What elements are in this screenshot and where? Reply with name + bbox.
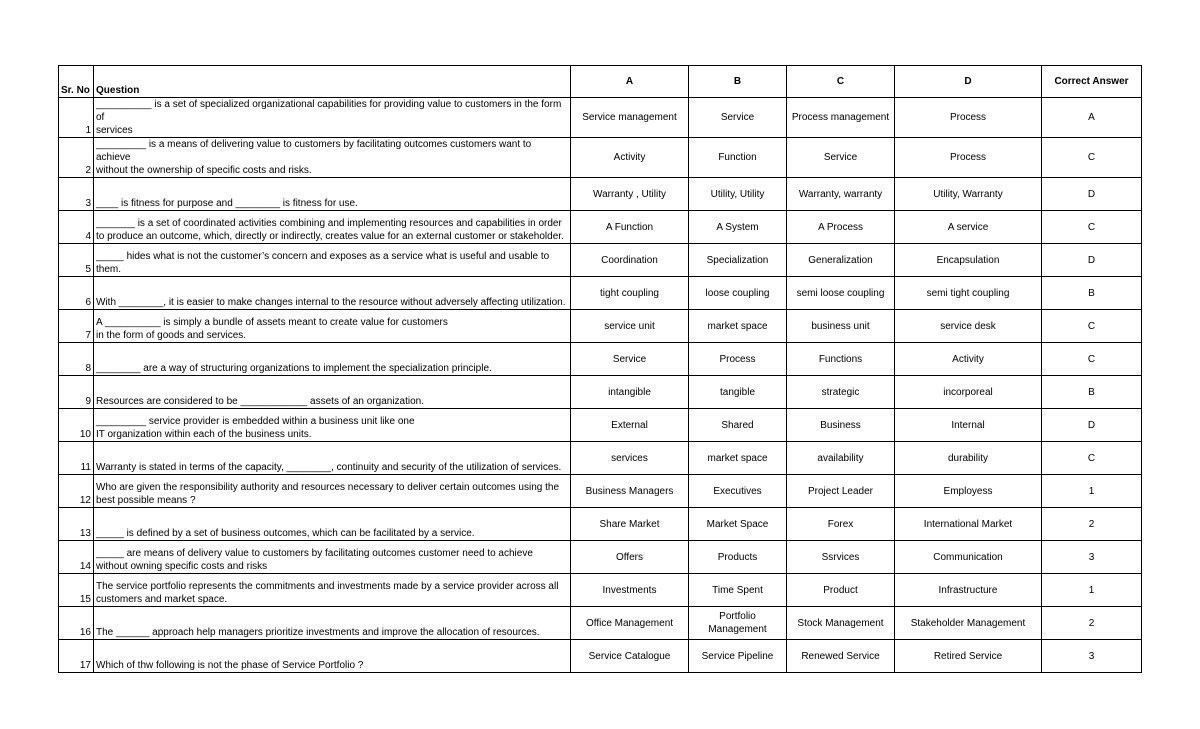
option-d-cell: Infrastructure <box>895 574 1042 607</box>
question-cell: _____ are means of delivery value to customers by facilitating outcomes customer need to achieve without owning specific costs and risks <box>94 541 571 574</box>
table-row <box>59 138 1142 178</box>
option-c-cell: Forex <box>787 508 895 541</box>
option-a-cell: Service <box>571 343 689 376</box>
option-b-cell: Market Space <box>689 508 787 541</box>
option-a-cell: services <box>571 442 689 475</box>
sr-no-cell: 15 <box>59 574 94 607</box>
table-row <box>59 343 1142 376</box>
sr-no-cell: 10 <box>59 409 94 442</box>
question-cell: _________ is a means of delivering value to customers by facilitating outcomes customers want to achieve without the ownership of specific costs and risks. <box>94 138 571 178</box>
question-cell: The ______ approach help managers prioritize investments and improve the allocation of resources. <box>94 607 571 640</box>
option-a-cell: Warranty , Utility <box>571 178 689 211</box>
option-c-cell: Service <box>787 138 895 178</box>
sr-no-cell: 9 <box>59 376 94 409</box>
option-a-cell: Activity <box>571 138 689 178</box>
option-b-cell: Service Pipeline <box>689 640 787 673</box>
option-a-cell: Investments <box>571 574 689 607</box>
option-c-cell: A Process <box>787 211 895 244</box>
sr-no-cell: 12 <box>59 475 94 508</box>
option-c-cell: Process management <box>787 98 895 138</box>
option-d-cell: service desk <box>895 310 1042 343</box>
header-row <box>59 66 1142 98</box>
option-b-cell: Function <box>689 138 787 178</box>
option-b-cell: Time Spent <box>689 574 787 607</box>
option-b-cell: Specialization <box>689 244 787 277</box>
question-cell: Resources are considered to be ____________ assets of an organization. <box>94 376 571 409</box>
table-row <box>59 508 1142 541</box>
sr-no-cell: 4 <box>59 211 94 244</box>
option-a-cell: intangible <box>571 376 689 409</box>
sr-no-cell: 1 <box>59 98 94 138</box>
table-row <box>59 376 1142 409</box>
question-cell: _________ service provider is embedded within a business unit like one IT organization within each of the business units. <box>94 409 571 442</box>
option-a-cell: Office Management <box>571 607 689 640</box>
table-row <box>59 277 1142 310</box>
sr-no-cell: 14 <box>59 541 94 574</box>
sr-no-cell: 13 <box>59 508 94 541</box>
table-row <box>59 607 1142 640</box>
correct-answer-cell: B <box>1042 277 1142 310</box>
question-cell: ____ is fitness for purpose and ________ is fitness for use. <box>94 178 571 211</box>
header-option-d: D <box>895 66 1042 98</box>
table-row <box>59 442 1142 475</box>
option-c-cell: Business <box>787 409 895 442</box>
sr-no-cell: 17 <box>59 640 94 673</box>
question-cell: _______ is a set of coordinated activities combining and implementing resources and capabilities in order to produce an outcome, which, directly or indirectly, creates value for an external customer or stakeholder. <box>94 211 571 244</box>
option-d-cell: incorporeal <box>895 376 1042 409</box>
question-table <box>58 65 1142 673</box>
sr-no-cell: 11 <box>59 442 94 475</box>
option-a-cell: Service management <box>571 98 689 138</box>
option-d-cell: Stakeholder Management <box>895 607 1042 640</box>
option-c-cell: strategic <box>787 376 895 409</box>
option-a-cell: tight coupling <box>571 277 689 310</box>
option-d-cell: Communication <box>895 541 1042 574</box>
option-a-cell: Service Catalogue <box>571 640 689 673</box>
table-row <box>59 409 1142 442</box>
option-c-cell: business unit <box>787 310 895 343</box>
correct-answer-cell: C <box>1042 211 1142 244</box>
option-c-cell: Warranty, warranty <box>787 178 895 211</box>
option-d-cell: Internal <box>895 409 1042 442</box>
option-a-cell: Offers <box>571 541 689 574</box>
option-d-cell: Utility, Warranty <box>895 178 1042 211</box>
header-question: Question <box>94 66 571 98</box>
header-option-c: C <box>787 66 895 98</box>
question-cell: A __________ is simply a bundle of assets meant to create value for customers in the form of goods and services. <box>94 310 571 343</box>
correct-answer-cell: C <box>1042 310 1142 343</box>
option-d-cell: Employess <box>895 475 1042 508</box>
sr-no-cell: 5 <box>59 244 94 277</box>
header-correct-answer: Correct Answer <box>1042 66 1142 98</box>
option-d-cell: Activity <box>895 343 1042 376</box>
correct-answer-cell: 1 <box>1042 475 1142 508</box>
header-option-a: A <box>571 66 689 98</box>
question-cell: _____ is defined by a set of business outcomes, which can be facilitated by a service. <box>94 508 571 541</box>
option-a-cell: Business Managers <box>571 475 689 508</box>
option-d-cell: Retired Service <box>895 640 1042 673</box>
option-c-cell: Ssrvices <box>787 541 895 574</box>
option-d-cell: semi tight coupling <box>895 277 1042 310</box>
option-b-cell: Products <box>689 541 787 574</box>
correct-answer-cell: D <box>1042 244 1142 277</box>
option-c-cell: semi loose coupling <box>787 277 895 310</box>
correct-answer-cell: B <box>1042 376 1142 409</box>
option-b-cell: Utility, Utility <box>689 178 787 211</box>
sr-no-cell: 8 <box>59 343 94 376</box>
table-body <box>59 98 1142 673</box>
table-row <box>59 211 1142 244</box>
option-c-cell: Product <box>787 574 895 607</box>
correct-answer-cell: C <box>1042 138 1142 178</box>
option-d-cell: International Market <box>895 508 1042 541</box>
option-c-cell: Stock Management <box>787 607 895 640</box>
question-cell: Warranty is stated in terms of the capacity, ________, continuity and security of the utilization of services. <box>94 442 571 475</box>
option-a-cell: External <box>571 409 689 442</box>
question-cell: Which of thw following is not the phase of Service Portfolio ? <box>94 640 571 673</box>
sr-no-cell: 6 <box>59 277 94 310</box>
sr-no-cell: 3 <box>59 178 94 211</box>
table-row <box>59 640 1142 673</box>
sr-no-cell: 16 <box>59 607 94 640</box>
question-cell: With ________, it is easier to make changes internal to the resource without adversely affecting utilization. <box>94 277 571 310</box>
option-b-cell: Process <box>689 343 787 376</box>
header-sr-no: Sr. No <box>59 66 94 98</box>
option-d-cell: durability <box>895 442 1042 475</box>
correct-answer-cell: C <box>1042 442 1142 475</box>
option-b-cell: Portfolio Management <box>689 607 787 640</box>
correct-answer-cell: 1 <box>1042 574 1142 607</box>
table-row <box>59 475 1142 508</box>
table-row <box>59 310 1142 343</box>
option-a-cell: A Function <box>571 211 689 244</box>
question-cell: The service portfolio represents the commitments and investments made by a service provider across all customers and market space. <box>94 574 571 607</box>
option-c-cell: Renewed Service <box>787 640 895 673</box>
option-c-cell: Generalization <box>787 244 895 277</box>
option-b-cell: Executives <box>689 475 787 508</box>
option-a-cell: service unit <box>571 310 689 343</box>
option-d-cell: Encapsulation <box>895 244 1042 277</box>
sr-no-cell: 7 <box>59 310 94 343</box>
option-d-cell: Process <box>895 98 1042 138</box>
question-cell: Who are given the responsibility authority and resources necessary to deliver certain outcomes using the best possible means ? <box>94 475 571 508</box>
option-b-cell: Shared <box>689 409 787 442</box>
correct-answer-cell: 3 <box>1042 541 1142 574</box>
table-row <box>59 541 1142 574</box>
option-d-cell: A service <box>895 211 1042 244</box>
question-cell: ________ are a way of structuring organizations to implement the specialization principle. <box>94 343 571 376</box>
option-c-cell: Functions <box>787 343 895 376</box>
option-c-cell: Project Leader <box>787 475 895 508</box>
option-b-cell: tangible <box>689 376 787 409</box>
option-b-cell: market space <box>689 310 787 343</box>
option-b-cell: A System <box>689 211 787 244</box>
correct-answer-cell: A <box>1042 98 1142 138</box>
option-b-cell: market space <box>689 442 787 475</box>
question-cell: __________ is a set of specialized organizational capabilities for providing value to customers in the form of services <box>94 98 571 138</box>
table-row <box>59 178 1142 211</box>
table-row <box>59 574 1142 607</box>
sr-no-cell: 2 <box>59 138 94 178</box>
correct-answer-cell: 2 <box>1042 508 1142 541</box>
option-b-cell: Service <box>689 98 787 138</box>
correct-answer-cell: 2 <box>1042 607 1142 640</box>
option-d-cell: Process <box>895 138 1042 178</box>
table-row <box>59 244 1142 277</box>
correct-answer-cell: C <box>1042 343 1142 376</box>
option-b-cell: loose coupling <box>689 277 787 310</box>
correct-answer-cell: D <box>1042 409 1142 442</box>
header-option-b: B <box>689 66 787 98</box>
correct-answer-cell: D <box>1042 178 1142 211</box>
question-cell: _____ hides what is not the customer’s concern and exposes as a service what is useful and usable to them. <box>94 244 571 277</box>
table-row <box>59 98 1142 138</box>
option-a-cell: Share Market <box>571 508 689 541</box>
option-c-cell: availability <box>787 442 895 475</box>
correct-answer-cell: 3 <box>1042 640 1142 673</box>
option-a-cell: Coordination <box>571 244 689 277</box>
